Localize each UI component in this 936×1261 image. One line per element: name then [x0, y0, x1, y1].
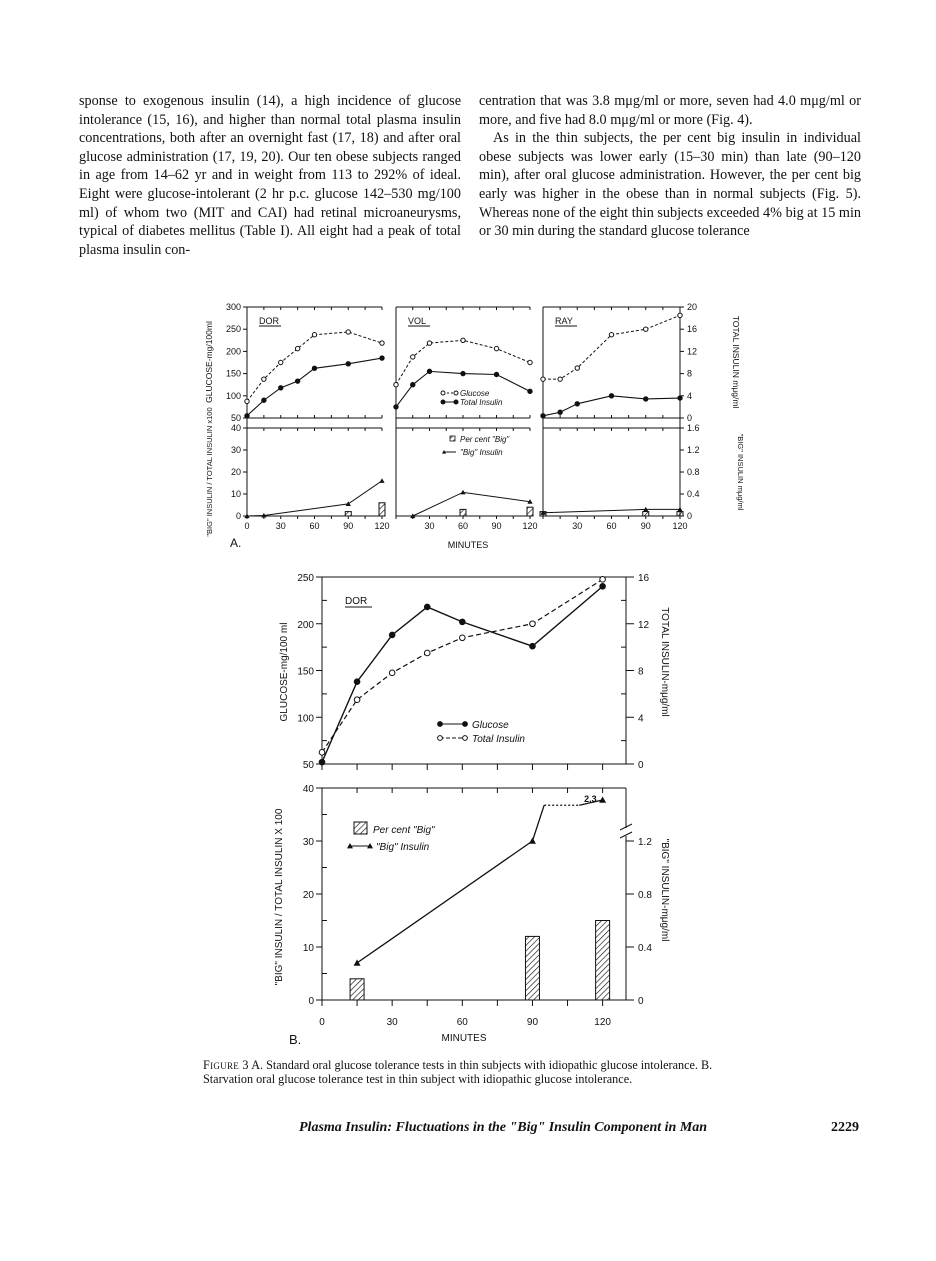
paragraph: sponse to exogenous insulin (14), a high incidence of glucose intolerance (15, 16), and higher than normal total plasma insulin concentrations, both after an overnight fast (17, 18) and after oral glucose administration (17, 19, 20). Our ten obese subjects ranged in age from 14–62 yr and in weight from 113 to 292% of ideal. Eight were glucose-intolerant (2 hr p.c. glucose 142–530 mg/100 ml) of whom two (MIT and CAI) had retinal microaneurysms, typical of diabetes mellitus (Table I). All eight had a peak of total plasma insulin con- — [79, 93, 461, 258]
big-insulin-point — [354, 959, 361, 965]
right-axis-label: "BIG" INSULIN mμg/ml — [736, 433, 745, 511]
running-title: Plasma Insulin: Fluctuations in the "Big" Insulin Component in Man — [299, 1120, 708, 1135]
total-insulin-point — [319, 750, 325, 756]
total-insulin-point — [575, 366, 579, 370]
total-insulin-point — [346, 330, 350, 334]
x-tick-label: 120 — [594, 1017, 611, 1028]
subject-label: DOR — [259, 316, 279, 326]
total-insulin-point — [262, 377, 266, 381]
paragraph: centration that was 3.8 mμg/ml or more, seven had 4.0 mμg/ml or more, and five had 8.0 mμg/ml or more (Fig. 4). — [479, 93, 861, 128]
legend-text: Glucose — [460, 389, 490, 398]
x-axis-label: MINUTES — [441, 1033, 487, 1044]
y-axis-label: GLUCOSE-mg/100ml — [204, 321, 214, 403]
y-tick-label: 20 — [302, 890, 314, 901]
x-tick-label: 30 — [424, 521, 435, 531]
x-tick-label: 30 — [572, 521, 583, 531]
off-scale-label: 2.3 — [584, 794, 597, 804]
big-insulin-point — [346, 501, 351, 506]
x-tick-label: 0 — [319, 1017, 325, 1028]
right-tick-label: 8 — [687, 368, 693, 379]
big-insulin-point — [460, 490, 465, 495]
legend-marker — [441, 400, 445, 404]
right-tick-label: 4 — [687, 390, 693, 401]
y-tick-label: 0 — [235, 511, 241, 521]
legend-text: Total Insulin — [460, 398, 503, 407]
x-tick-label: 60 — [457, 521, 469, 531]
right-tick-label: 0 — [638, 760, 644, 771]
x-tick-label: 120 — [374, 521, 390, 531]
right-tick-label: 0 — [687, 511, 693, 521]
y-tick-label: 200 — [297, 619, 314, 631]
y-tick-label: 250 — [297, 573, 314, 584]
y-tick-label: 150 — [297, 666, 314, 678]
per-cent-big-bar — [525, 936, 539, 1000]
legend-marker — [441, 391, 445, 395]
total-insulin-point — [394, 383, 398, 387]
right-tick-label: 1.2 — [638, 837, 652, 848]
big-insulin-line — [247, 481, 382, 516]
total-insulin-point — [295, 346, 299, 350]
glucose-point — [389, 632, 395, 638]
glucose-point — [541, 414, 545, 418]
x-tick-label: 30 — [275, 521, 286, 531]
y-tick-label: 100 — [225, 390, 241, 401]
glucose-point — [678, 396, 682, 400]
glucose-point — [530, 643, 536, 649]
glucose-point — [346, 362, 350, 366]
per-cent-big-bar — [350, 979, 364, 1000]
y-tick-label: 10 — [230, 489, 241, 499]
big-insulin-point — [529, 838, 536, 844]
legend-marker — [463, 722, 468, 727]
page-footer — [299, 1120, 859, 1136]
total-insulin-point — [380, 341, 384, 345]
total-insulin-point — [528, 360, 532, 364]
y-axis-label: "BIG" INSULIN / TOTAL INSULIN x100 — [205, 407, 214, 537]
x-tick-label: 120 — [522, 521, 538, 531]
y-tick-label: 30 — [230, 445, 241, 455]
big-insulin-line — [543, 509, 680, 512]
y-axis-label: GLUCOSE-mg/100 ml — [279, 622, 290, 722]
right-tick-label: 0.4 — [638, 943, 652, 954]
right-axis-label: "BIG" INSULIN-mμg/ml — [659, 838, 670, 942]
subject-label: VOL — [408, 316, 427, 326]
total-insulin-point — [461, 338, 465, 342]
legend-marker — [454, 400, 458, 404]
total-insulin-point — [411, 355, 415, 359]
legend-text: "Big" Insulin — [460, 448, 503, 457]
legend-swatch — [450, 436, 455, 441]
glucose-point — [460, 619, 466, 625]
caption-label: Figure 3 — [203, 1058, 249, 1072]
glucose-line — [543, 396, 680, 416]
y-tick-label: 50 — [302, 760, 314, 771]
legend-swatch — [354, 822, 367, 834]
figure-caption — [203, 1058, 743, 1086]
y-tick-label: 0 — [308, 996, 314, 1007]
right-axis-label: TOTAL INSULIN-mμg/ml — [659, 607, 670, 717]
per-cent-big-bar — [460, 509, 466, 516]
x-tick-label: 60 — [606, 521, 617, 531]
total-insulin-point — [609, 333, 613, 337]
right-tick-label: 12 — [638, 619, 650, 631]
legend-marker — [438, 722, 443, 727]
per-cent-big-bar — [677, 512, 683, 516]
legend-text: Per cent "Big" — [373, 825, 435, 836]
per-cent-big-bar — [596, 921, 610, 1001]
legend-text: Glucose — [472, 720, 509, 731]
right-tick-label: 16 — [687, 324, 698, 335]
y-tick-label: 30 — [302, 837, 314, 848]
total-insulin-point — [541, 377, 545, 381]
right-tick-label: 0.4 — [687, 489, 700, 499]
glucose-point — [312, 366, 316, 370]
glucose-line — [322, 586, 603, 762]
y-tick-label: 40 — [302, 784, 314, 795]
total-insulin-point — [644, 327, 648, 331]
subject-label: DOR — [345, 596, 368, 607]
y-tick-label: 20 — [230, 467, 241, 477]
y-tick-label: 150 — [225, 368, 241, 379]
total-insulin-point — [424, 650, 430, 656]
glucose-point — [575, 402, 579, 406]
legend-text: Total Insulin — [472, 734, 525, 745]
page-number: 2229 — [831, 1120, 859, 1135]
right-tick-label: 1.6 — [687, 423, 700, 433]
glucose-point — [262, 398, 266, 402]
panel-label: B. — [289, 1032, 302, 1047]
x-tick-label: 90 — [343, 521, 354, 531]
glucose-point — [245, 414, 249, 418]
total-insulin-point — [312, 333, 316, 337]
legend-marker — [438, 736, 443, 741]
right-tick-label: 16 — [638, 573, 650, 584]
right-tick-label: 8 — [638, 666, 644, 678]
y-tick-label: 200 — [225, 346, 241, 357]
total-insulin-point — [600, 577, 606, 583]
total-insulin-point — [558, 377, 562, 381]
glucose-point — [600, 584, 606, 590]
big-insulin-point — [379, 478, 384, 483]
per-cent-big-bar — [540, 512, 546, 516]
per-cent-big-bar — [643, 512, 649, 516]
y-tick-label: 100 — [297, 713, 314, 725]
total-insulin-point — [494, 346, 498, 350]
per-cent-big-bar — [345, 512, 351, 516]
glucose-point — [411, 383, 415, 387]
right-tick-label: 0.8 — [638, 890, 652, 901]
glucose-point — [279, 386, 283, 390]
x-tick-label: 30 — [386, 1017, 398, 1028]
right-tick-label: 1.2 — [687, 445, 700, 455]
y-tick-label: 300 — [225, 302, 241, 312]
glucose-point — [380, 356, 384, 360]
right-tick-label: 20 — [687, 302, 698, 312]
x-tick-label: 60 — [456, 1017, 468, 1028]
glucose-point — [494, 372, 498, 376]
y-tick-label: 250 — [225, 324, 241, 335]
caption-text: A. Standard oral glucose tolerance tests in thin subjects with idiopathic glucose intolerance. B. Starvation oral glucose tolerance test in thin subject with idiopathic glucose intolerance. — [203, 1058, 713, 1087]
x-tick-label: 120 — [672, 521, 688, 531]
glucose-point — [461, 371, 465, 375]
x-axis-label: MINUTES — [447, 540, 489, 550]
y-axis-label: "BIG" INSULIN / TOTAL INSULIN X 100 — [274, 808, 285, 986]
right-tick-label: 0 — [638, 996, 644, 1007]
legend-marker — [454, 391, 458, 395]
paragraph: As in the thin subjects, the per cent big insulin in individual obese subjects was lower early (15–30 min) than late (90–120 min), after oral glucose administration. However, the per cent big early was higher in the obese than in normal subjects (Fig. 5). Whereas none of the eight thin subjects exceeded 4% big at 15 min or 30 min during the standard glucose tolerance — [479, 130, 861, 240]
x-tick-label: 90 — [526, 1017, 539, 1028]
big-insulin-point — [599, 797, 606, 803]
legend-text: Per cent "Big" — [460, 435, 510, 444]
per-cent-big-bar — [527, 507, 533, 516]
per-cent-big-bar — [379, 503, 385, 516]
subject-label: RAY — [555, 316, 573, 326]
total-insulin-point — [678, 313, 682, 317]
glucose-point — [644, 397, 648, 401]
total-insulin-point — [530, 621, 536, 627]
total-insulin-point — [245, 399, 249, 403]
y-tick-label: 10 — [302, 943, 314, 954]
glucose-point — [427, 369, 431, 373]
glucose-point — [295, 379, 299, 383]
total-insulin-point — [354, 697, 360, 703]
big-insulin-line — [413, 492, 530, 516]
right-axis-label: TOTAL INSULIN mμg/ml — [731, 315, 741, 409]
total-insulin-line — [396, 340, 530, 384]
right-tick-label: 4 — [638, 713, 644, 725]
x-tick-label: 90 — [491, 521, 502, 531]
right-tick-label: 0 — [687, 413, 693, 423]
legend-marker — [463, 736, 468, 741]
total-insulin-point — [389, 670, 395, 676]
glucose-point — [528, 389, 532, 393]
total-insulin-point — [460, 635, 466, 641]
legend-text: "Big" Insulin — [376, 842, 430, 853]
total-insulin-point — [279, 360, 283, 364]
panel-label: A. — [230, 536, 242, 550]
x-tick-label: 0 — [244, 521, 250, 531]
glucose-point — [609, 394, 613, 398]
x-tick-label: 60 — [309, 521, 320, 531]
x-tick-label: 90 — [640, 521, 651, 531]
glucose-point — [394, 405, 398, 409]
glucose-point — [424, 604, 430, 610]
glucose-point — [354, 679, 360, 685]
right-tick-label: 0.8 — [687, 467, 700, 477]
right-tick-label: 12 — [687, 346, 698, 357]
y-tick-label: 40 — [230, 423, 241, 433]
total-insulin-point — [427, 341, 431, 345]
y-tick-label: 50 — [230, 413, 241, 423]
glucose-point — [558, 410, 562, 414]
